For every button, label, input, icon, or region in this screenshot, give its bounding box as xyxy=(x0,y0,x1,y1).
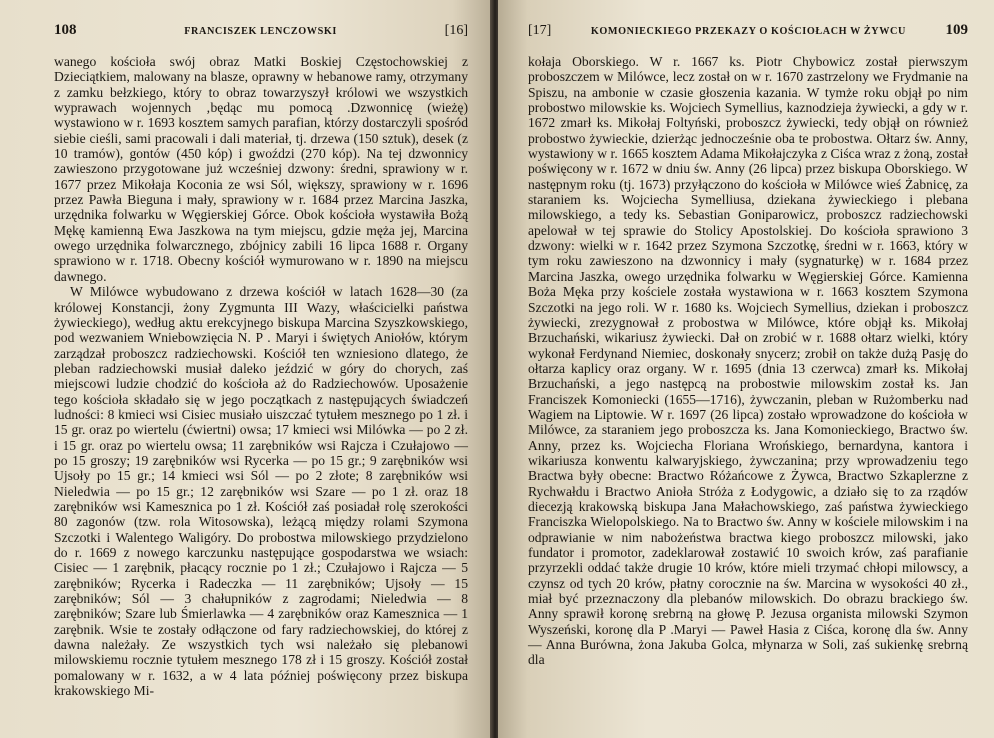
paragraph: W Milówce wybudowano z drzewa kościół w latach 1628—30 (za królowej Konstancji, żony Zygmunta III Wazy, właścicielki państwa żywieckiego), według aktu erekcyjnego biskupa Marcina Szyszkowskiego, pod wezwaniem Wniebowzięcia N. P . Maryi i świętych Aniołów, którym zarządzał proboszcz radziechowski. Kościół ten wzniesiono dlatego, że pleban radziechowski musiał daleko jeździć w góry do chorych, zaś miejscowi ludzie chodzić do kościoła aż do Radziechowów. Uposażenie tego kościoła składało się w jego początkach z następujących świadczeń ludności: 8 kmieci wsi Cisiec musiało uiszczać tytułem mesznego po 1 zł. i 15 gr. oraz po wiertelu (ćwiertni) owsa; 17 kmieci wsi Milówka — po 2 zł. i 15 gr. oraz po wiertelu owsa; 11 zarębników wsi Rajcza i Czułajowo — po 15 groszy; 19 zarębników wsi Rycerka — po 15 gr.; 9 zarębników wsi Ujsoły po 15 gr.; 14 kmieci wsi Sól — po 2 złote; 8 zarębników wsi Nieledwia — po 15 gr.; 12 zarębników wsi Szare — po 1 zł. oraz 18 zarębników wsi Kamesznica po 1 zł. Kościół zaś posiadał rolę szerokości 80 zagonów (tzw. rola Witosowska), leżącą między rolami Szymona Szczotki i Walentego Waligóry. Do probostwa milowskiego przydzielono do r. 1669 z nowego karczunku następujące gospodarstwa we wsiach: Cisiec — 1 zarębnik, płacący rocznie po 1 zł.; Czułajowo i Rajcza — 5 zarębników; Rycerka i Radeczka — 11 zarębników; Ujsoły — 15 zarębników; Sól — 3 chałupników z zagrodami; Nieledwia — 8 zarębników; Szare lub Śmierlawka — 4 zarębników oraz Kamesznica — 1 zarębnik. Wsie te zostały odłączone od fary radziechowskiej, do której z dawna należały. Ze wszystkich tych wsi należało się plebanowi milowskiemu rocznie tytułem mesznego 178 zł i 15 groszy. Kościół został pomalowany w r. 1632, a w 4 lata później poświęcony przez biskupa krakowskiego Mi- xyxy=(54,284,468,699)
running-head-left: FRANCISZEK LENCZOWSKI xyxy=(184,26,337,37)
left-page xyxy=(0,0,492,738)
left-page-body xyxy=(54,54,468,698)
paragraph: wanego kościoła swój obraz Matki Boskiej Częstochowskiej z Dzieciątkiem, malowany na blasze, oprawny w hebanowe ramy, otrzymany z zamku bełzkiego, który to obraz towarzyszył królowi we wszystkich wyprawach wojennych ‚będąc mu pomocą .Dzwonnicę (wieżę) wystawiono w r. 1693 kosztem samych parafian, którzy dostarczyli spośród siebie cieśli, sami pracowali i dali materiał, tj. drzewa (150 sztuk), desek (z 10 tramów), gontów (450 kóp) i gwoździ (270 kóp). Na tej dzwonnicy zawieszono przygotowane już wcześniej dzwony: średni, sprawiony w r. 1677 przez Mikołaja Koconia ze wsi Sól, większy, sprawiony w r. 1696 przez Pawła Bieguna i mały, sprawiony w r. 1684 przez Marcina Jaszka, urzędnika folwarku w Węgierskiej Górce. Obok kościoła wystawiła Bożą Mękę kamienną Ewa Jaszkowa na tym miejscu, gdzie męża jej, Marcina owego urzędnika folwarcznego, zbójnicy zabili 16 lipca 1688 r. Organy sprawiono w r. 1718. Obecny kościół wymurowano w r. 1890 na miejscu dawnego. xyxy=(54,54,468,284)
section-mark-left: [16] xyxy=(444,23,468,38)
section-mark-right: [17] xyxy=(528,23,552,38)
running-head-right: KOMONIECKIEGO PRZEKAZY O KOŚCIOŁACH W ŻYWCU xyxy=(590,26,906,37)
page-number-right: 109 xyxy=(945,22,968,38)
paragraph: kołaja Oborskiego. W r. 1667 ks. Piotr Chybowicz został pierwszym proboszczem w Milówce, lecz został on w r. 1670 zastrzelony we Frydmanie na Spiszu, na ambonie w czasie głoszenia kazania. W tymże roku objął po nim probostwo milowskie ks. Wojciech Symellius, kaznodzieja żywiecki, a gdy w r. 1672 zmarł ks. Mikołaj Foltyński, proboszcz żywiecki, tedy objął on również probostwo żywieckie, dzierżąc jednocześnie oba te probostwa. Ołtarz św. Anny, wystawiony w r. 1665 kosztem Adama Mikołajczyka z Ciśca wraz z żoną, został poświęcony w r. 1672 w dniu św. Anny (26 lipca) przez biskupa Oborskiego. W następnym roku (tj. 1673) przyłączono do kościoła w Milówce wieś Żabnicę, za staraniem ks. Wojciecha Symelliusa, dziekana żywieckiego i plebana milowskiego, a tedy ks. Sebastian Goniparowicz, proboszcz radziechowski apelował w tej sprawie do Stolicy Apostolskiej. Do kościoła sprawiono 3 dzwony: wielki w r. 1642 przez Szymona Szczotkę, średni w r. 1663, który w tym roku zawieszono na dzwonnicy i mały (sygnaturkę) w r. 1684 przez Marcina Jaszka, owego urzędnika folwarku w Węgierskiej Górce. Kamienna Boża Męka przy kościele została wystawiona w r. 1663 kosztem Szymona Szczotki na jego roli. W r. 1680 ks. Wojciech Symellius, dziekan i proboszcz żywiecki, zrezygnował z probostwa w Milówce, które objął ks. Mikołaj Brzuchański, wikariusz żywiecki. Dał on zrobić w r. 1688 ołtarz wielki, który wykonał Ferdynand Niemiec, doskonały snycerz; zrobił on także dużą Pasję do ołtarza kaplicy oraz organy. W r. 1695 (dnia 13 czerwca) zmarł ks. Mikołaj Brzuchański, a jego następcą na probostwie milowskim został ks. Jan Franciszek Komoniecki (1655—1716), żywczanin, pleban w Rużomberku nad Wagiem na Liptowie. W r. 1697 (26 lipca) zostało wprowadzone do kościoła w Milówce, za staraniem jego proboszcza ks. Jana Komonieckiego, Bractwo św. Anny, przez ks. Wojciecha Floriana Wrońskiego, bernardyna, kantora i wikariusza konwentu kalwaryjskiego, żywczanina; przy wprowadzeniu tego Bractwa były obecne: Bractwo Różańcowe z Żywca, Bractwo Szkaplerzne z Rychwałdu i Bractwo Anioła Stróża z Łodygowic, a działo się to za rządów diecezją krakowską biskupa Jana Małachowskiego, zaś państwa żywieckiego Franciszka Wielopolskiego. Na to Bractwo św. Anny w kościele milowskim i na odprawianie w nim nabożeństwa bractwa kiego proboszcz milowski, jako fundator i promotor, zadeklarował zostawić 10 swoich krów, zaś parafianie przyrzekli oddać także drugie 10 krów, które mieli trzymać chłopi milowscy, a czynsz od tych 20 krów, płatny corocznie na św. Marcina w wysokości 40 zł., miał być przeznaczony dla plebanów milowskich. Do obrazu brackiego św. Anny sprawił koronę srebrną na głowę P. Jezusa organista milowski Szymon Wyszeński, koronę dla P .Maryi — Paweł Hasia z Ciśca, koronę dla św. Anny — Anna Burówna, żona Jakuba Golca, młynarza w Soli, zaś sukienkę srebrną dla xyxy=(528,54,968,668)
page-number-left: 108 xyxy=(54,22,77,38)
left-page-header xyxy=(54,22,468,54)
right-page-header xyxy=(528,22,968,54)
right-page-body xyxy=(528,54,968,668)
right-page xyxy=(498,0,994,738)
